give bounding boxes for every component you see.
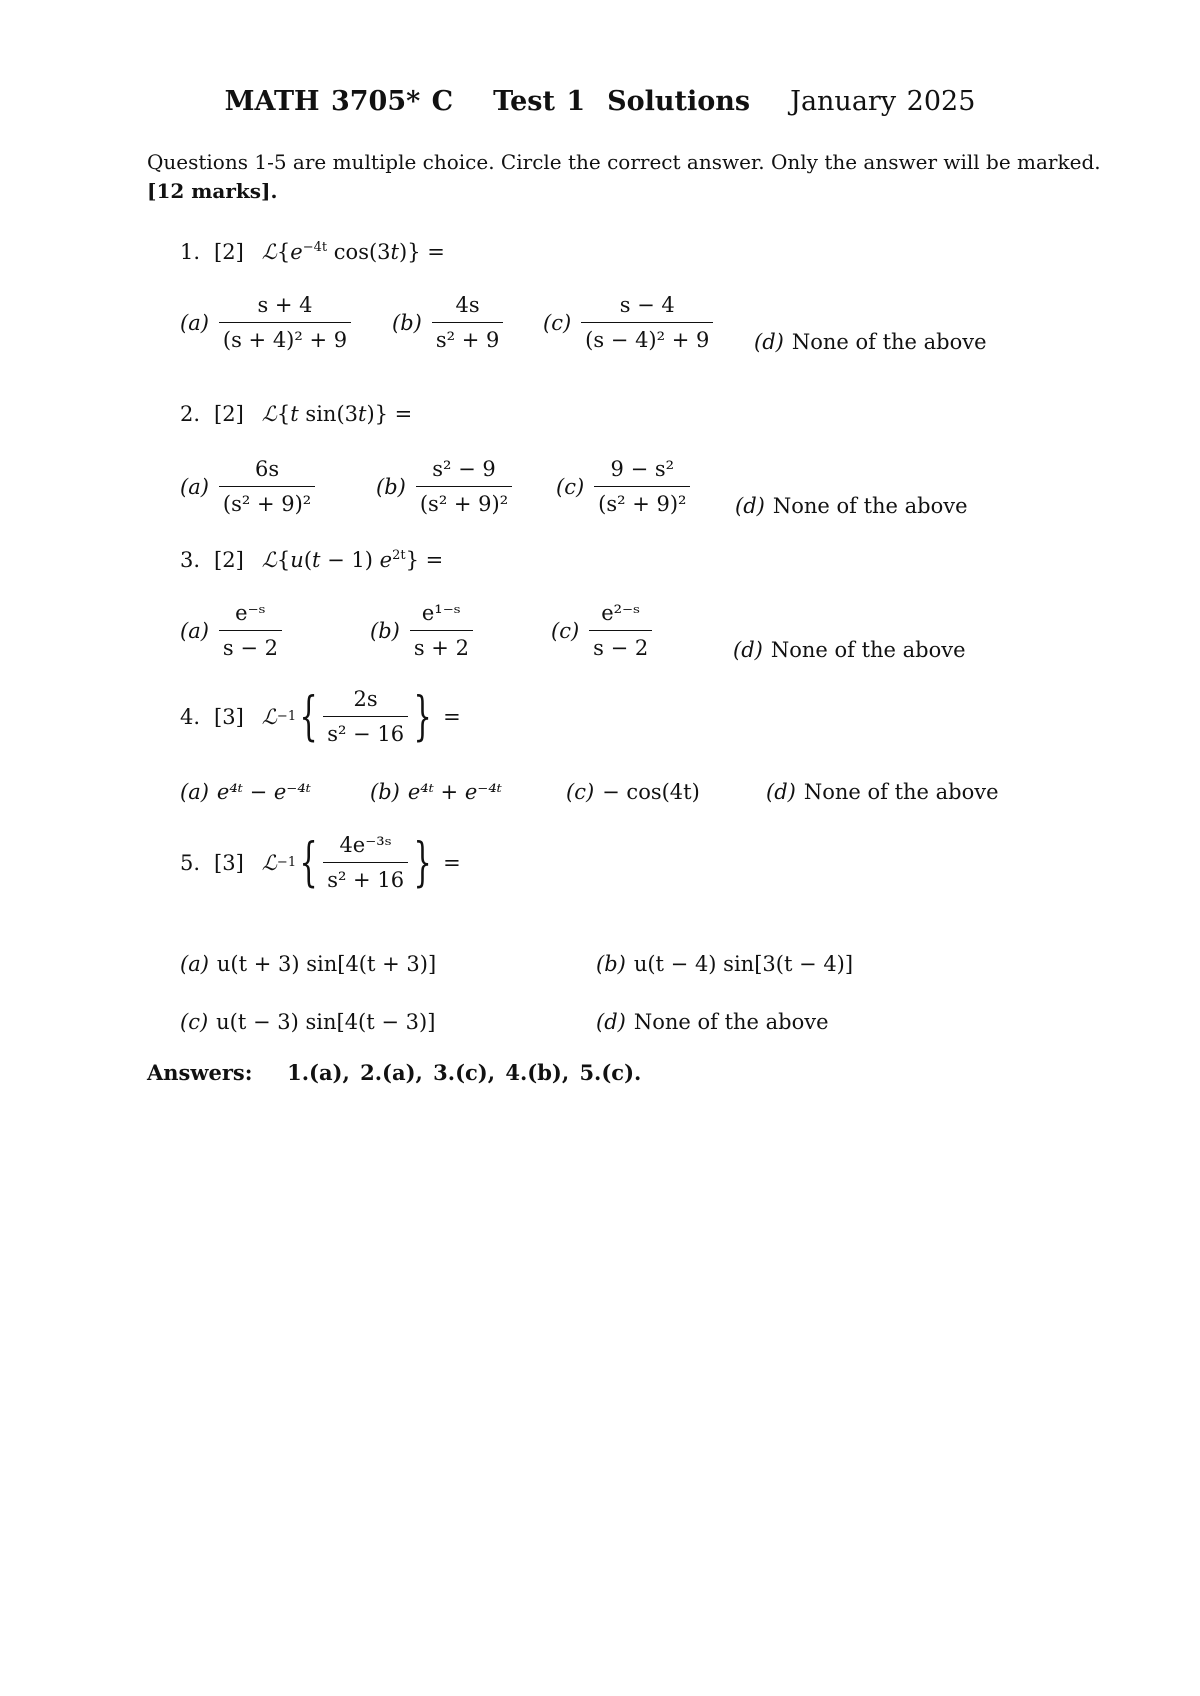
left-brace: { <box>299 832 318 893</box>
question-expression: ℒ{t sin(3t)} = <box>261 402 413 426</box>
option-4a[interactable]: (a) e⁴ᵗ − e⁻⁴ᵗ <box>180 780 311 804</box>
question-marks: [3] <box>214 704 244 729</box>
option-2a[interactable]: (a) $\frac{6s}{\text{(s² + 9)²}}$ <box>180 456 317 517</box>
option-5d[interactable]: (d) None of the above <box>596 1010 829 1034</box>
question-expression: $ℒ\{e^{-4t}$ cos(3t)} = <box>261 240 445 264</box>
test-date: January 2025 <box>790 86 976 117</box>
question-number: 5. <box>180 850 201 875</box>
total-marks: [12 marks]. <box>147 179 278 203</box>
left-brace: { <box>299 686 318 747</box>
question-1 <box>180 240 445 264</box>
question-marks: [2] <box>214 548 244 572</box>
question-number: 3. <box>180 548 201 572</box>
question-fraction: $\frac{2s}{\text{s² − 16}}$ <box>323 686 408 747</box>
option-3c[interactable]: (c) $\frac{\text{e²⁻ˢ}}{s - 2}$ <box>551 600 654 661</box>
option-2b[interactable]: (b) $\frac{\text{s² − 9}}{\text{(s² + 9)²}}$ <box>376 456 514 517</box>
question-3 <box>180 548 443 572</box>
option-2c[interactable]: (c) $\frac{\text{9 − s²}}{\text{(s² + 9)²}}$ <box>556 456 692 517</box>
option-1d[interactable]: (d) None of the above <box>754 330 987 354</box>
option-4c[interactable]: (c) − cos(4t) <box>566 780 700 804</box>
fraction: $\frac{s - 4}{\text{(s − 4)² + 9}}$ <box>581 292 713 353</box>
right-brace: } <box>413 686 432 747</box>
fraction: $\frac{4s}{\text{s² + 9}}$ <box>432 292 504 353</box>
option-4d[interactable]: (d) None of the above <box>766 780 999 804</box>
option-1a[interactable]: (a) $\frac{s + 4}{\text{(s + 4)² + 9}}$ <box>180 292 353 353</box>
option-1c[interactable]: (c) $\frac{s - 4}{\text{(s − 4)² + 9}}$ <box>543 292 715 353</box>
question-number: 1. <box>180 240 201 264</box>
instructions <box>147 148 1101 206</box>
fraction: $\frac{6s}{\text{(s² + 9)²}}$ <box>219 456 315 517</box>
question-number: 2. <box>180 402 201 426</box>
option-5a[interactable]: (a) u(t + 3) sin[4(t + 3)] <box>180 952 437 976</box>
page-title <box>0 86 1200 117</box>
fraction: $\frac{\text{e¹⁻ˢ}}{s + 2}$ <box>410 600 473 661</box>
option-2d[interactable]: (d) None of the above <box>735 494 968 518</box>
option-3a[interactable]: (a) $\frac{\text{e⁻ˢ}}{s - 2}$ <box>180 600 284 661</box>
answers-label: Answers: <box>147 1060 253 1085</box>
question-2 <box>180 402 412 426</box>
question-4: 4. [3] ℒ −1 { $\frac{2s}{\text{s² − 16}}$ } = <box>180 686 461 747</box>
question-number: 4. <box>180 704 201 729</box>
answers-list: 1.(a), 2.(a), 3.(c), 4.(b), 5.(c). <box>287 1060 642 1085</box>
option-1b[interactable]: (b) $\frac{4s}{\text{s² + 9}}$ <box>392 292 505 353</box>
fraction: $\frac{\text{e⁻ˢ}}{s - 2}$ <box>219 600 282 661</box>
question-marks: [2] <box>214 240 244 264</box>
right-brace: } <box>413 832 432 893</box>
question-marks: [3] <box>214 850 244 875</box>
question-expression: ℒ{u(t − 1) $e^{2t}$} = <box>261 548 444 572</box>
question-5: 5. [3] ℒ −1 { $\frac{\text{4e⁻³ˢ}}{\text{s² + 16}}$ } = <box>180 832 461 893</box>
fraction: $\frac{\text{e²⁻ˢ}}{s - 2}$ <box>589 600 652 661</box>
question-marks: [2] <box>214 402 244 426</box>
fraction: $\frac{\text{s² − 9}}{\text{(s² + 9)²}}$ <box>416 456 512 517</box>
option-3d[interactable]: (d) None of the above <box>733 638 966 662</box>
option-4b[interactable]: (b) e⁴ᵗ + e⁻⁴ᵗ <box>370 780 502 804</box>
option-5b[interactable]: (b) u(t − 4) sin[3(t − 4)] <box>596 952 854 976</box>
solutions-label: Solutions <box>607 86 751 117</box>
answer-key <box>147 1060 641 1085</box>
test-name: Test 1 <box>493 86 586 117</box>
course-code: MATH 3705* C <box>224 86 454 117</box>
instructions-text: Questions 1-5 are multiple choice. Circle the correct answer. Only the answer will be marked. <box>147 150 1101 174</box>
option-5c[interactable]: (c) u(t − 3) sin[4(t − 3)] <box>180 1010 436 1034</box>
fraction: $\frac{s + 4}{\text{(s + 4)² + 9}}$ <box>219 292 351 353</box>
question-fraction: $\frac{\text{4e⁻³ˢ}}{\text{s² + 16}}$ <box>323 832 408 893</box>
option-3b[interactable]: (b) $\frac{\text{e¹⁻ˢ}}{s + 2}$ <box>370 600 475 661</box>
fraction: $\frac{\text{9 − s²}}{\text{(s² + 9)²}}$ <box>594 456 690 517</box>
